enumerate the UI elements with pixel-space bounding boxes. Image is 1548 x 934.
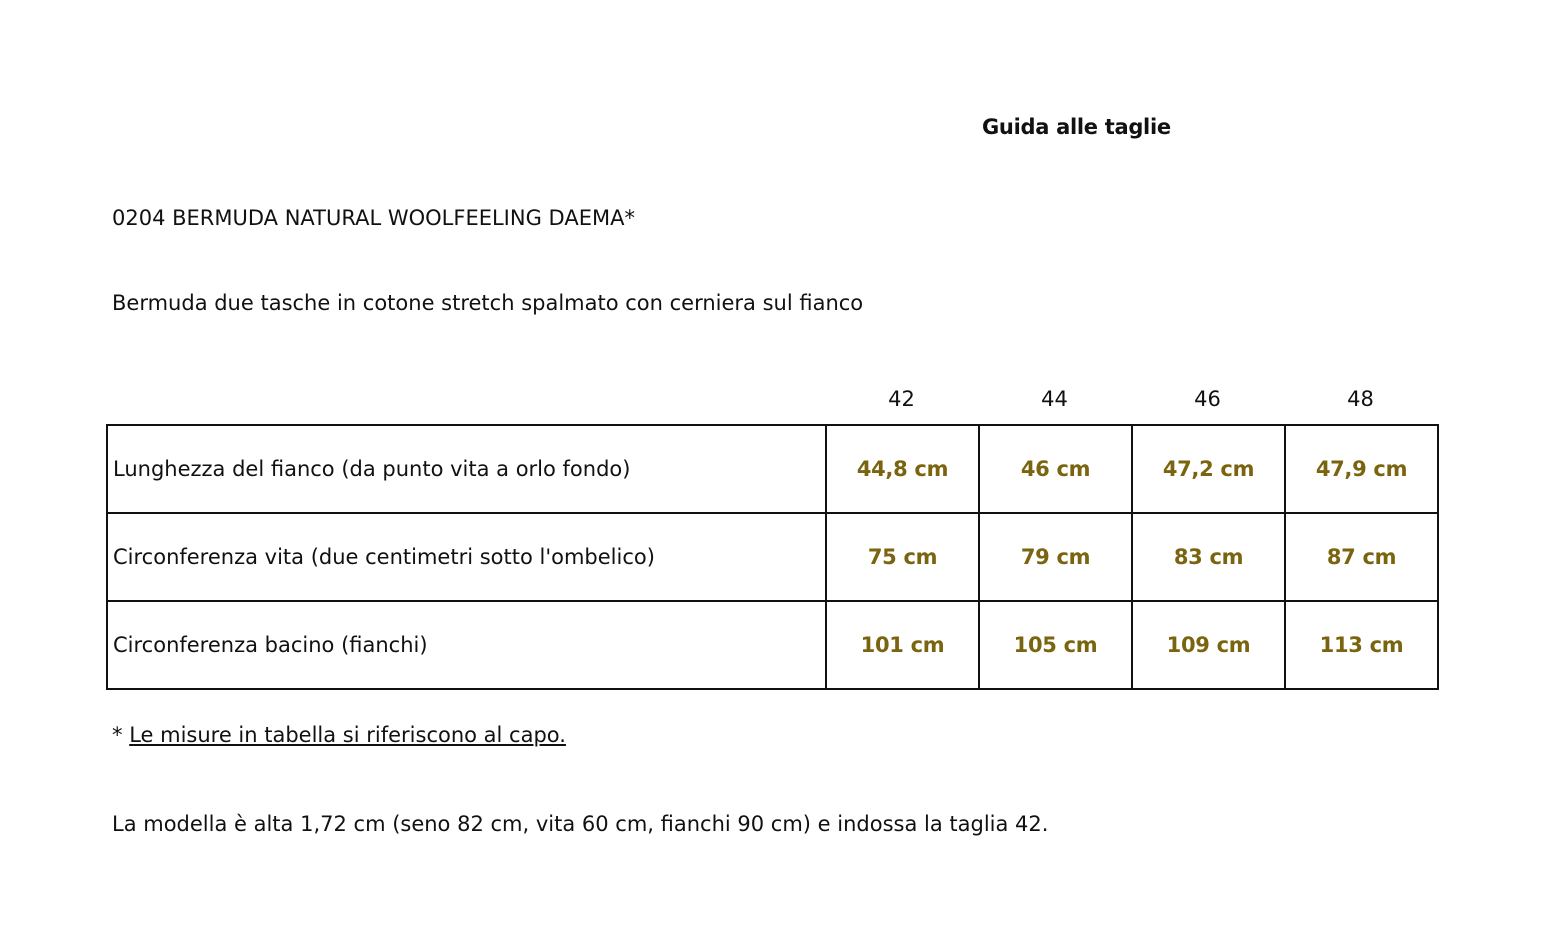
size-header-48: 48 [1347,387,1374,411]
footnote-text: Le misure in tabella si riferiscono al capo. [129,723,566,747]
table-cell-value: 113 cm [1285,601,1438,689]
page-title: Guida alle taglie [982,115,1171,139]
table-cell-value: 87 cm [1285,513,1438,601]
row-label: Circonferenza bacino (fianchi) [107,601,826,689]
size-table [106,424,1439,690]
table-row [107,425,1438,513]
table-cell-value: 47,2 cm [1132,425,1285,513]
footnote-marker: * [112,723,130,747]
table-cell-value: 44,8 cm [826,425,979,513]
table-cell-value: 109 cm [1132,601,1285,689]
product-description: Bermuda due tasche in cotone stretch spalmato con cerniera sul fianco [112,291,864,315]
table-cell-value: 75 cm [826,513,979,601]
table-row [107,513,1438,601]
size-header-46: 46 [1194,387,1221,411]
table-cell-value: 46 cm [979,425,1132,513]
table-row [107,601,1438,689]
model-info: La modella è alta 1,72 cm (seno 82 cm, vita 60 cm, fianchi 90 cm) e indossa la taglia 42. [112,812,1049,836]
product-code: 0204 BERMUDA NATURAL WOOLFEELING DAEMA* [112,206,635,230]
row-label: Circonferenza vita (due centimetri sotto l'ombelico) [107,513,826,601]
table-cell-value: 105 cm [979,601,1132,689]
table-cell-value: 47,9 cm [1285,425,1438,513]
table-cell-value: 79 cm [979,513,1132,601]
table-cell-value: 101 cm [826,601,979,689]
size-header-42: 42 [888,387,915,411]
row-label: Lunghezza del fianco (da punto vita a orlo fondo) [107,425,826,513]
size-header-44: 44 [1041,387,1068,411]
table-cell-value: 83 cm [1132,513,1285,601]
footnote [112,723,566,747]
